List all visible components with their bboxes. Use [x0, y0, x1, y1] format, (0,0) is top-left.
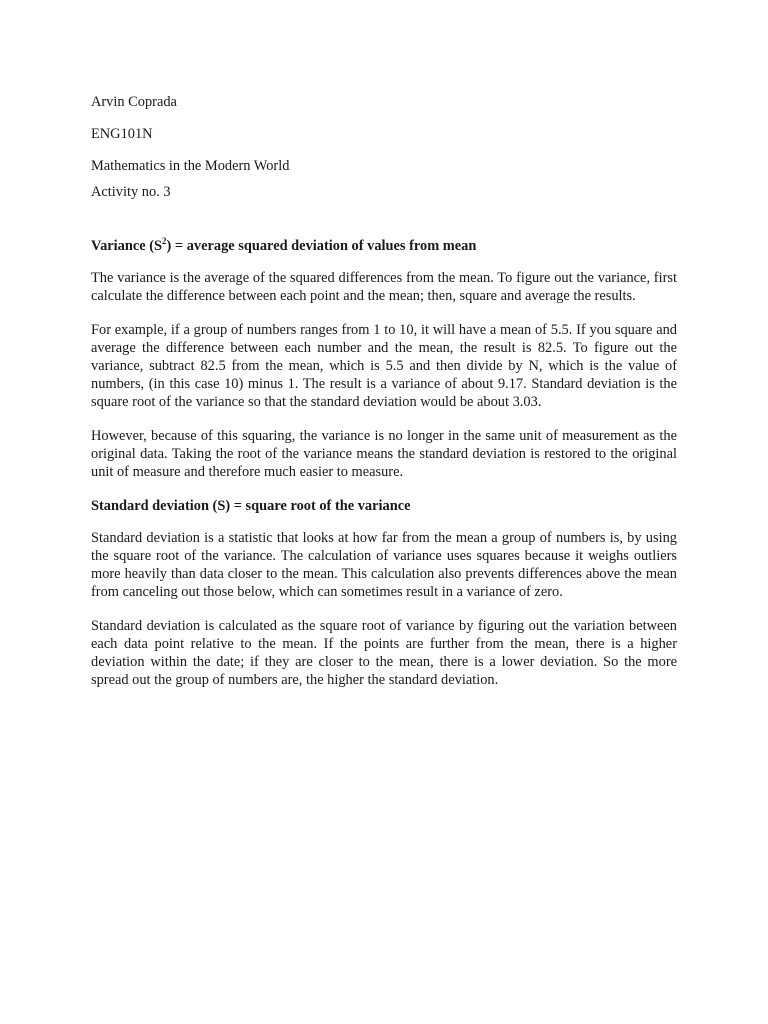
variance-heading-superscript: 2 [162, 236, 167, 247]
variance-heading-prefix: Variance (S [91, 238, 163, 254]
stddev-paragraph-1: Standard deviation is a statistic that looks at how far from the mean a group of numbers is, by using the square root of the variance. The calculation of variance uses squares because it weighs outliers more heavily than data closer to the mean. This calculation also prevents differences above the mean from canceling out those below, which can sometimes result in a variance of zero. [91, 530, 677, 600]
variance-paragraph-2: For example, if a group of numbers ranges from 1 to 10, it will have a mean of 5.5. If you square and average the difference between each number and the mean, the result is 82.5. To figure out the variance, subtract 82.5 from the mean, which is 5.5 and then divide by N, which is the value of numbers, (in this case 10) minus 1. The result is a variance of about 9.17. Standard deviation is the square root of the variance so that the standard deviation would be about 3.03. [91, 322, 677, 410]
stddev-heading: Standard deviation (S) = square root of the variance [91, 498, 411, 514]
document-body [91, 93, 677, 705]
stddev-paragraph-2: Standard deviation is calculated as the square root of variance by figuring out the variation between each data point relative to the mean. If the points are further from the mean, there is a higher deviation within the date; if they are closer to the mean, there is a lower deviation. So the more spread out the group of numbers are, the higher the standard deviation. [91, 618, 677, 688]
variance-heading [91, 237, 677, 255]
author-name: Arvin Coprada [91, 94, 177, 110]
variance-heading-suffix: ) = average squared deviation of values from mean [166, 238, 477, 254]
course-code: ENG101N [91, 126, 153, 142]
course-title: Mathematics in the Modern World [91, 158, 290, 174]
variance-paragraph-3: However, because of this squaring, the variance is no longer in the same unit of measurement as the original data. Taking the root of the variance means the standard deviation is restored to the original unit of measure and therefore much easier to measure. [91, 428, 677, 480]
variance-paragraph-1: The variance is the average of the squared differences from the mean. To figure out the variance, first calculate the difference between each point and the mean; then, square and average the results. [91, 270, 677, 304]
activity-number: Activity no. 3 [91, 184, 171, 200]
